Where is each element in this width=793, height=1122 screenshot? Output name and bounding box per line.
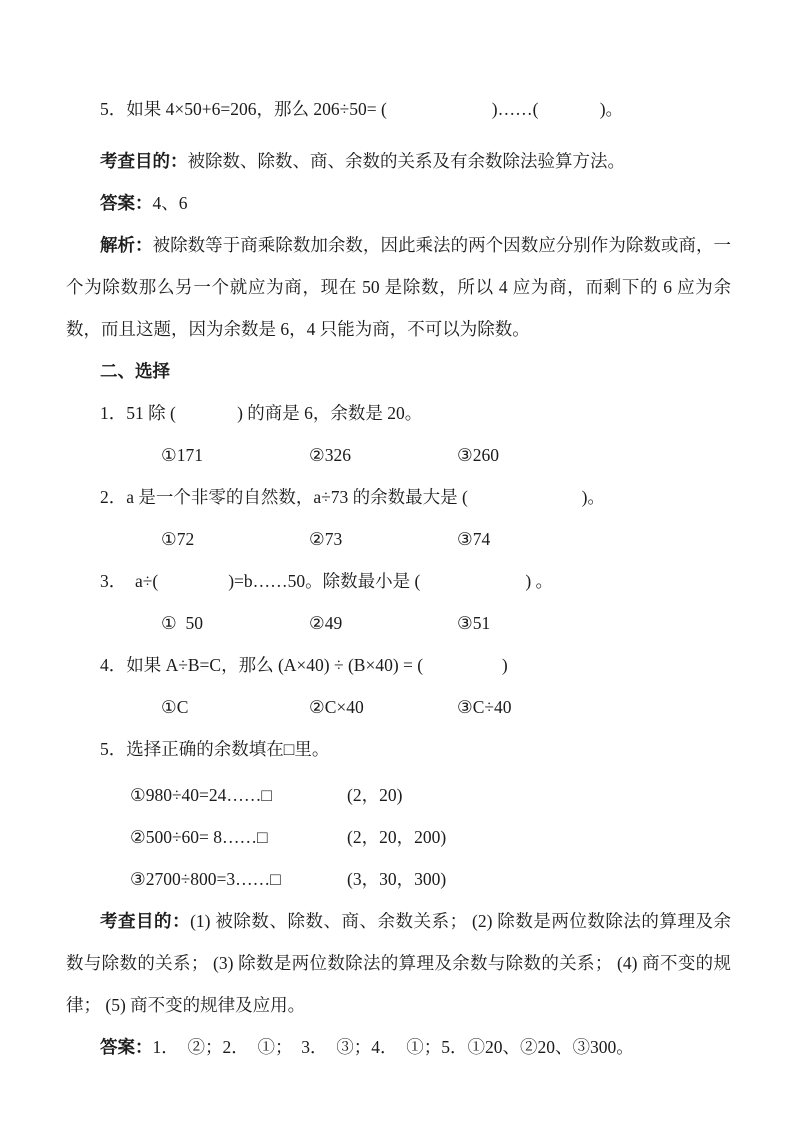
- question-2-option-3: ③74: [457, 529, 491, 549]
- question-5-subitem-1-choices: (2，20): [347, 785, 403, 805]
- section-purpose-paragraph: [66, 900, 731, 1026]
- question-4-stem: 4．如果 A÷B=C，那么 (A×40) ÷ (B×40) = ( ): [100, 655, 508, 675]
- question-2-options: [66, 518, 731, 560]
- section-heading-choice: 二、选择: [100, 361, 170, 381]
- question-2-option-2: ②73: [309, 529, 343, 549]
- section-answer-text: 1． ②；2． ①； 3． ③；4． ①；5．①20、②20、③300。: [152, 1037, 634, 1057]
- section-answer-label: 答案：: [100, 1037, 153, 1057]
- question-1-option-1: ①171: [161, 445, 203, 465]
- question-4-option-1: ①C: [161, 697, 189, 717]
- prev-answer-line: [66, 182, 731, 224]
- question-5-subitem-2: [66, 816, 731, 858]
- question-3-options: [66, 602, 731, 644]
- question-5-subitem-3-equation: ③2700÷800=3……□: [130, 869, 281, 889]
- prev-answer-label: 答案：: [100, 193, 153, 213]
- question-3-option-2: ②49: [309, 613, 343, 633]
- prev-purpose-line: [66, 140, 731, 182]
- question-2-option-1: ①72: [161, 529, 195, 549]
- prev-purpose-text: 被除数、除数、商、余数的关系及有余数除法验算方法。: [187, 151, 625, 171]
- question-1-stem: 1．51 除 ( ) 的商是 6，余数是 20。: [100, 403, 423, 423]
- question-5-subitem-2-choices: (2，20，200): [347, 827, 447, 847]
- section-purpose-label: 考查目的：: [100, 911, 191, 931]
- question-4-option-3: ③C÷40: [457, 697, 512, 717]
- question-3-option-3: ③51: [457, 613, 491, 633]
- question-1-option-3: ③260: [457, 445, 499, 465]
- section-answer-line: [66, 1026, 731, 1068]
- question-5-subitem-3-choices: (3，30，300): [347, 869, 447, 889]
- question-5-subitem-1: [66, 774, 731, 816]
- prev-analysis-paragraph: [66, 224, 731, 350]
- prev-analysis-label: 解析：: [100, 235, 153, 255]
- prev-answer-text: 4、6: [152, 193, 188, 213]
- prev-purpose-label: 考查目的：: [100, 151, 188, 171]
- question-1-options: [66, 434, 731, 476]
- section-purpose-text: (1) 被除数、除数、商、余数关系； (2) 除数是两位数除法的算理及余数与除数的关系； (3) 除数是两位数除法的算理及余数与除数的关系； (4) 商不变的规律； (5) 商不变的规律及应用。: [66, 911, 732, 1015]
- question-5-subitem-1-equation: ①980÷40=24……□: [130, 785, 272, 805]
- question-3-stem: 3． a÷( )=b……50。除数最小是 ( ) 。: [100, 571, 554, 591]
- question-5-stem: 5．选择正确的余数填在□里。: [100, 739, 330, 759]
- question-5-subitem-3: [66, 858, 731, 900]
- question-5-subitem-2-equation: ②500÷60= 8……□: [130, 827, 268, 847]
- prev-analysis-text: 被除数等于商乘除数加余数，因此乘法的两个因数应分别作为除数或商，一个为除数那么另一个就应为商，现在 50 是除数，所以 4 应为商，而剩下的 6 应为余数，而且这题，因为余数是 6，4 只能为商，不可以为除数。: [66, 235, 732, 339]
- question-2-stem: 2．a 是一个非零的自然数，a÷73 的余数最大是 ( )。: [100, 487, 605, 507]
- question-4-option-2: ②C×40: [309, 697, 364, 717]
- prev-question-5-stem: 5．如果 4×50+6=206，那么 206÷50= ( )……( )。: [100, 99, 624, 119]
- question-1-option-2: ②326: [309, 445, 351, 465]
- question-4-options: [66, 686, 731, 728]
- question-3-option-1: ① 50: [161, 613, 203, 633]
